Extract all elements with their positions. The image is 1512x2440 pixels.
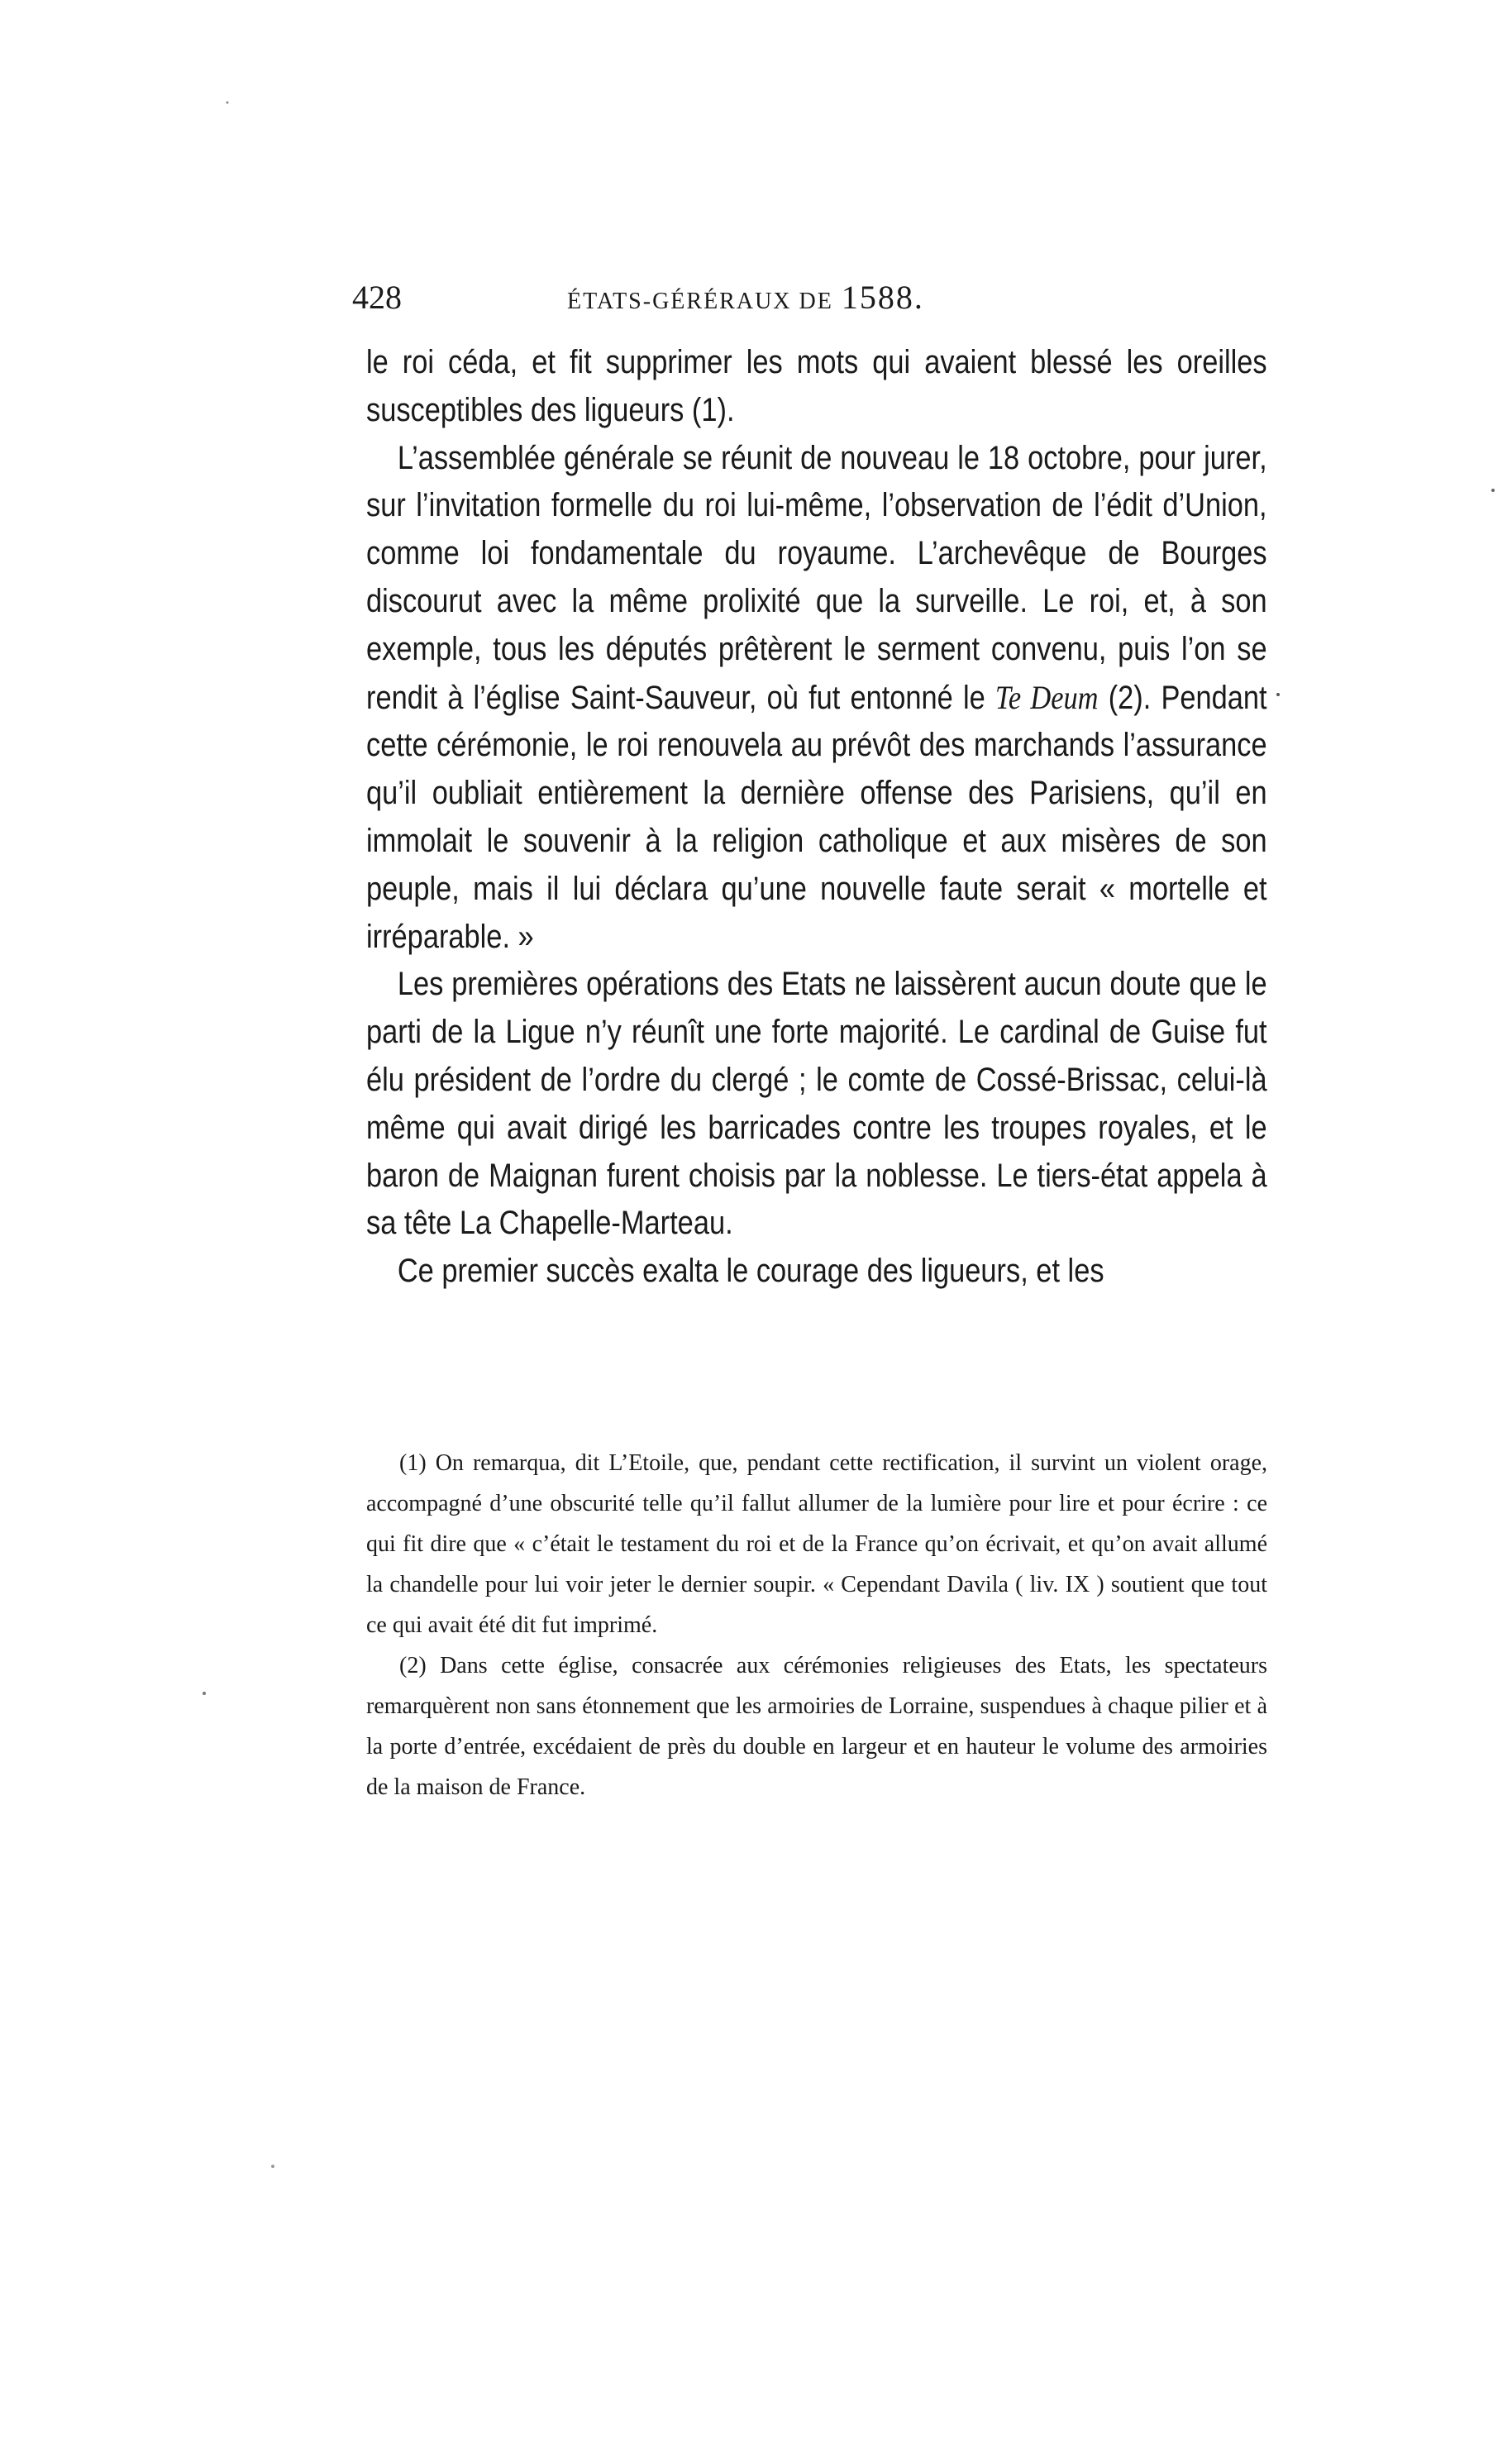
speck-1 (227, 102, 229, 104)
paragraph-continued: le roi céda, et fit supprimer les mots qui avaient blessé les oreilles susceptibles des ligueurs (1). (366, 344, 1267, 428)
footnote-1: (1) On remarqua, dit L’Etoile, que, pendant cette rectification, il survint un violent orage, accompagné d’une obscurité telle qu’il fallut allumer de la lumière pour lire et pour écrire : ce qui fit dire que « c’était le testament du roi et de la France qu’on écrivait, et qu’on avait allumé la chandelle pour lui voir jeter le dernier soupir. « Cependant Davila ( liv. IX ) soutient que tout ce qui avait été dit fut imprimé. (366, 1450, 1267, 1638)
speck-2 (1491, 489, 1495, 492)
te-deum-italic: Te Deum (994, 678, 1099, 716)
footnotes (366, 1443, 1267, 1807)
footnote-2: (2) Dans cette église, consacrée aux cérémonies religieuses des Etats, les spectateurs remarquèrent non sans étonnement que les armoiries de Lorraine, suspendues à chaque pilier et à la porte d’entrée, excédaient de près du double en largeur et en hauteur le volume des armoiries de la maison de France. (366, 1653, 1267, 1800)
paragraph-assembly (366, 435, 1267, 962)
page-number: 428 (352, 279, 402, 316)
paragraph-assembly-text: L’assemblée générale se réunit de nouveau le 18 octobre, pour jurer, sur l’invitation formelle du roi lui-même, l’observation de l’édit d’Union, comme loi fondamentale du royaume. L’archevêque de Bourges discourut avec la même prolixité que la surveille. Le roi, et, à son exemple, tous les députés prêtèrent le serment convenu, puis l’on se rendit à l’église Saint-Sauveur, où fut entonné le (366, 439, 1267, 716)
speck-3 (203, 1692, 206, 1695)
running-title-text: ÉTATS-GÉRÉRAUX DE (567, 289, 833, 314)
speck-5 (271, 2165, 274, 2168)
paragraph-operations: Les premières opérations des Etats ne laissèrent aucun doute que le parti de la Ligue n’y réunît une forte majorité. Le cardinal de Guise fut élu président de l’ordre du clergé ; le comte de Cossé-Brissac, celui-là même qui avait dirigé les barricades contre les troupes royales, et le baron de Maignan furent choisis par la noblesse. Le tiers-état appela à sa tête La Chapelle-Marteau. (366, 966, 1267, 1242)
paragraph-assembly-end: (2). Pendant cette cérémonie, le roi renouvela au prévôt des marchands l’assurance qu’il oubliait entièrement la dernière offense des Parisiens, qu’il en immolait le souvenir à la religion catholique et aux misères de son peuple, mais il lui déclara qu’une nouvelle faute serait « mortelle et irréparable. » (366, 679, 1267, 955)
paragraph-success: Ce premier succès exalta le courage des ligueurs, et les (397, 1253, 1104, 1290)
page-header (352, 273, 1262, 322)
running-title (567, 273, 924, 327)
main-text (366, 339, 1267, 1296)
running-title-year: 1588. (841, 279, 924, 316)
speck-4 (1276, 693, 1280, 696)
